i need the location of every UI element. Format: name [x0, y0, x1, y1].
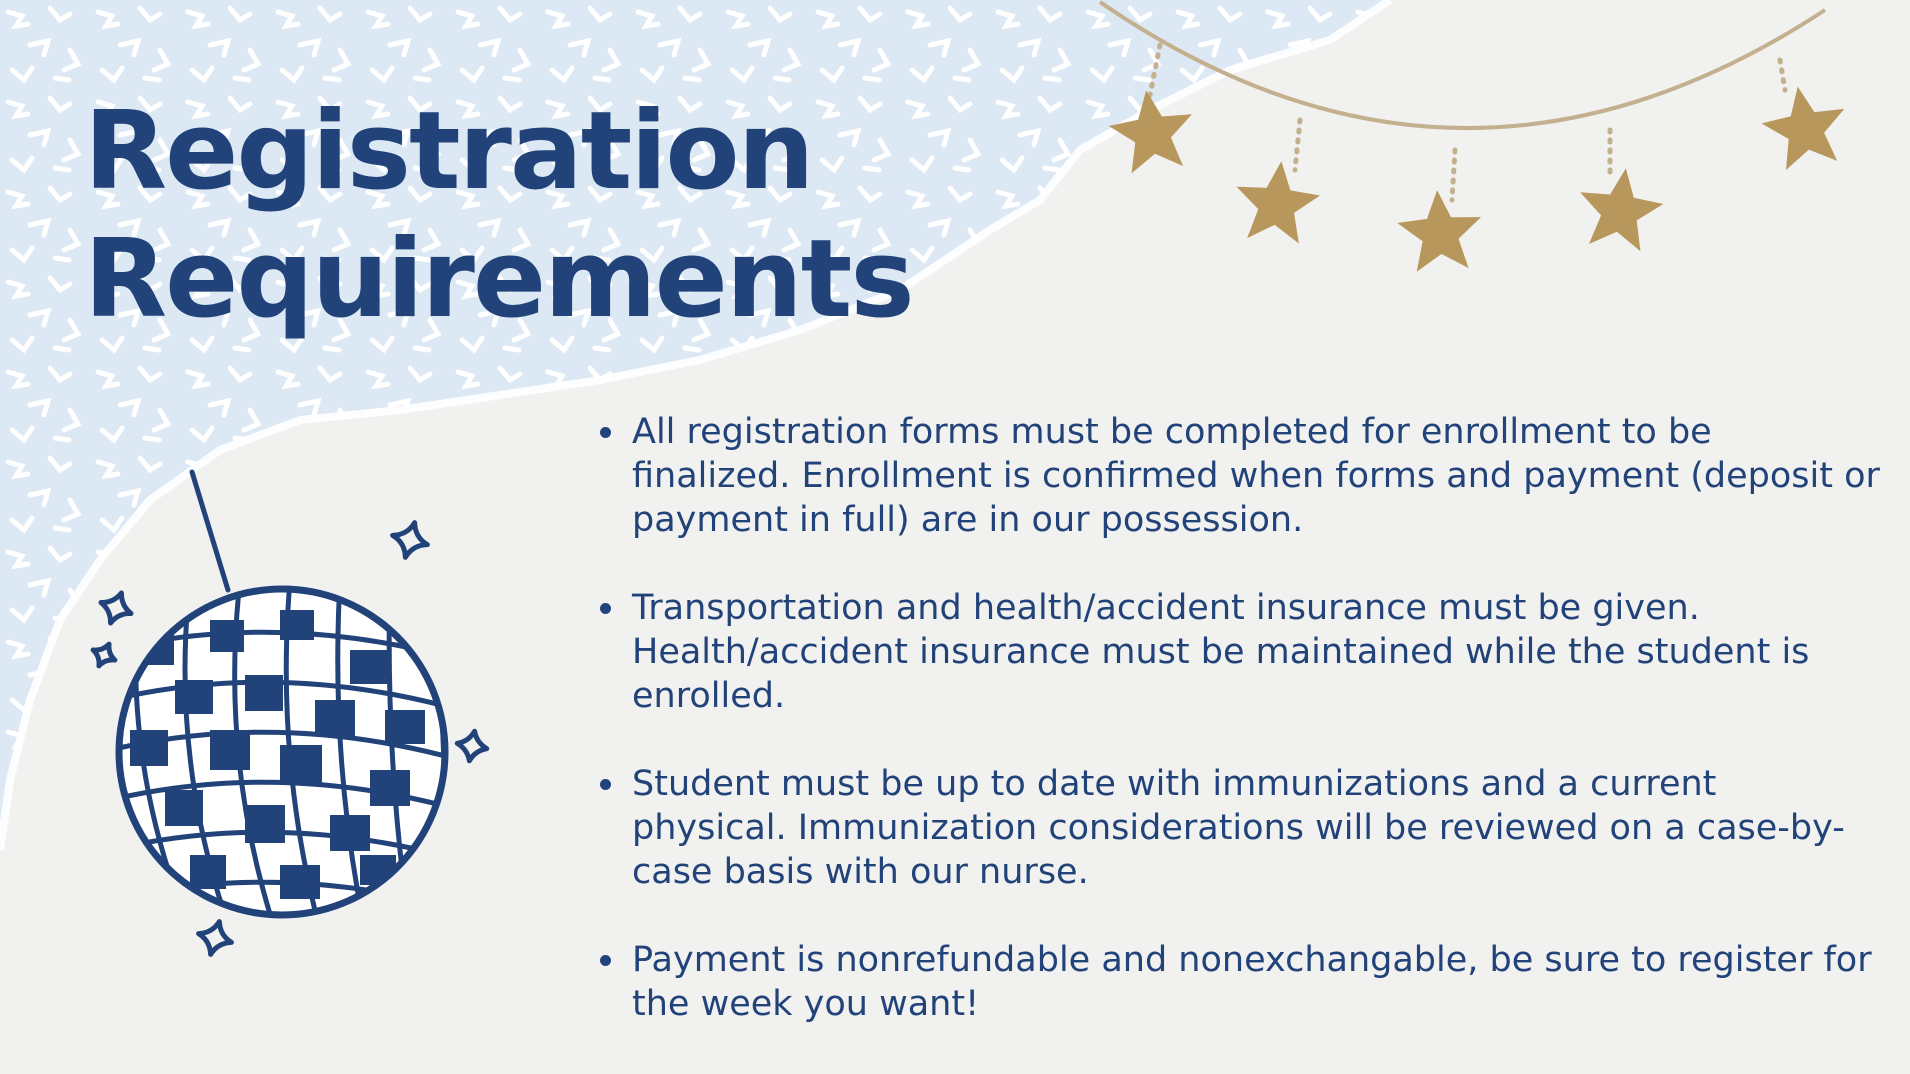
sparkle-icon	[388, 518, 432, 562]
list-item: Student must be up to date with immunizations and a current physical. Immunization considerations will be reviewed on a case-by-case basis with our nurse.	[600, 762, 1880, 894]
list-item: Payment is nonrefundable and nonexchangable, be sure to register for the week you want!	[600, 938, 1880, 1026]
requirements-list	[600, 410, 1880, 1070]
sparkle-icon	[88, 639, 120, 671]
sparkle-icon	[455, 729, 490, 764]
list-item: Transportation and health/accident insurance must be given. Health/accident insurance must be maintained while the student is enrolled.	[600, 586, 1880, 718]
list-item: All registration forms must be completed for enrollment to be finalized. Enrollment is confirmed when forms and payment (deposit or payment in full) are in our possession.	[600, 410, 1880, 542]
star-icon	[1756, 79, 1853, 172]
sparkle-icon	[95, 587, 136, 628]
star-icon	[1231, 157, 1323, 245]
sparkle-icon	[194, 917, 236, 959]
star-icon	[1105, 85, 1199, 176]
page-title	[84, 88, 913, 344]
star-icon	[1573, 163, 1667, 254]
star-garland-icon	[1080, 0, 1860, 290]
star-icon	[1395, 187, 1484, 273]
title-line-2: Requirements	[84, 217, 913, 342]
title-line-1: Registration	[84, 89, 813, 214]
disco-ball-icon	[80, 460, 510, 980]
